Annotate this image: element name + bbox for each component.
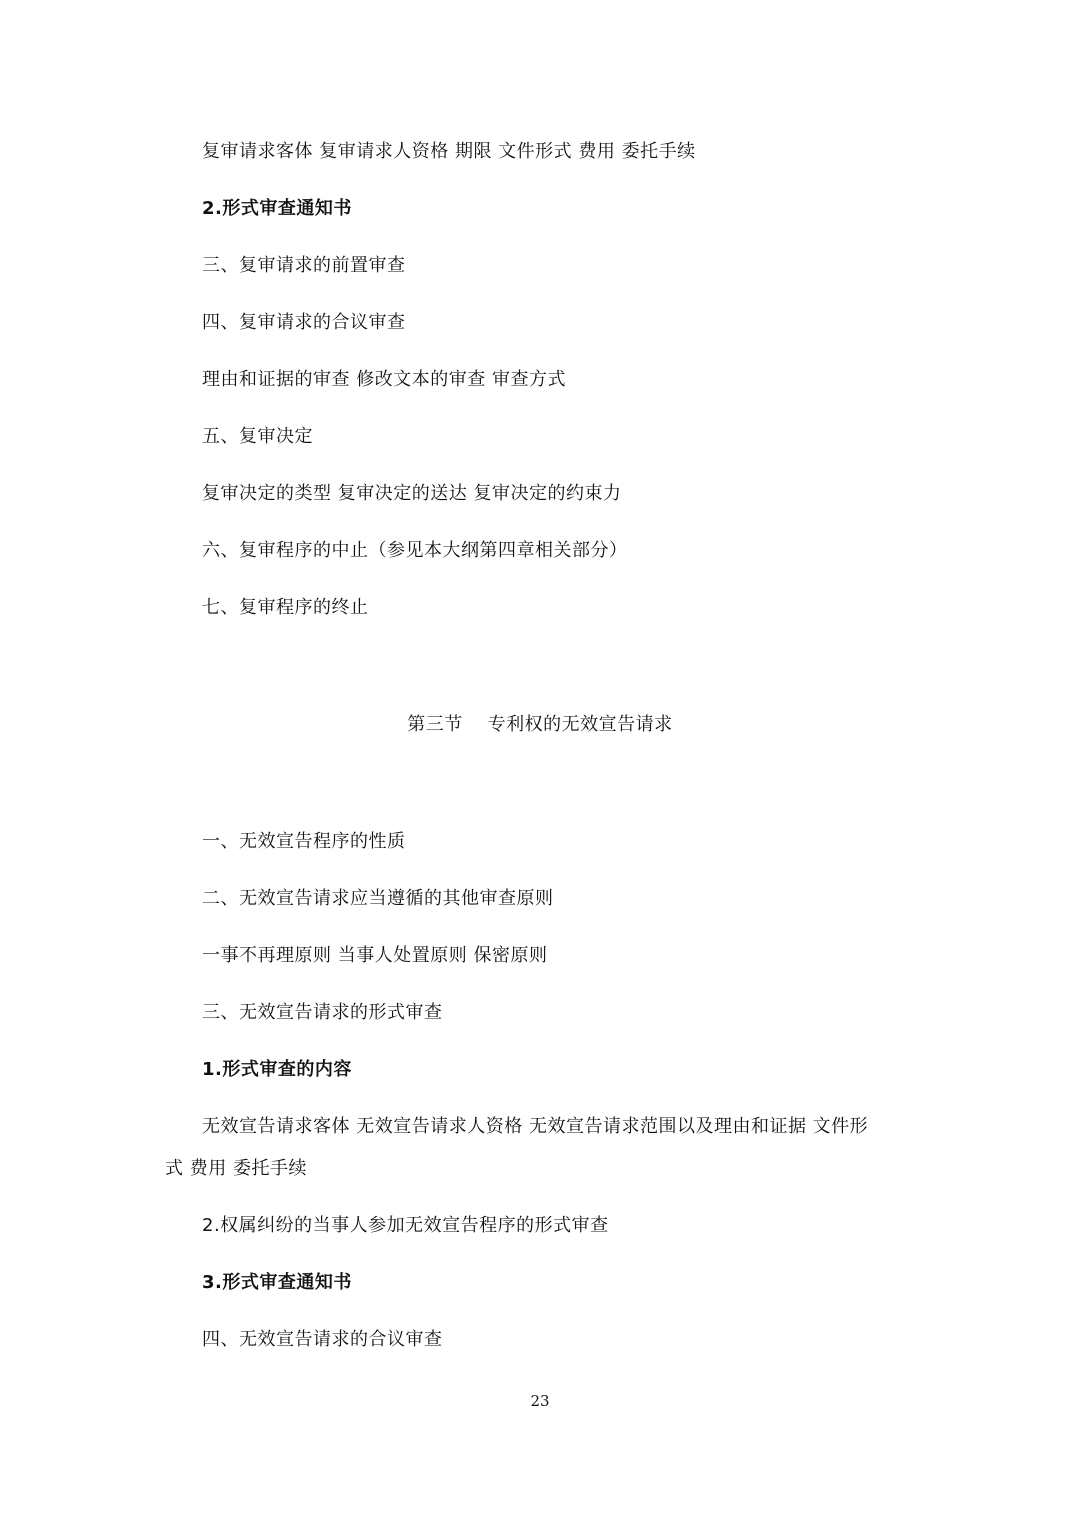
text-line-invalidation-items: 无效宣告请求客体 无效宣告请求人资格 无效宣告请求范围以及理由和证据 文件形 xyxy=(202,1116,869,1137)
text-line-invalidation-items-cont: 式 费用 委托手续 xyxy=(165,1158,307,1179)
text-line-form-exam-notice: 2.形式审查通知书 xyxy=(202,198,352,219)
text-line-ownership-dispute: 2.权属纠纷的当事人参加无效宣告程序的形式审查 xyxy=(202,1215,609,1236)
heading-collegial-examination: 四、复审请求的合议审查 xyxy=(202,312,406,333)
section-title: 第三节 专利权的无效宣告请求 xyxy=(407,714,673,735)
heading-reexamination-decision: 五、复审决定 xyxy=(202,426,313,447)
text-line-examination-items: 理由和证据的审查 修改文本的审查 审查方式 xyxy=(202,369,566,390)
heading-other-principles: 二、无效宣告请求应当遵循的其他审查原则 xyxy=(202,888,554,909)
text-line-form-exam-notice-2: 3.形式审查通知书 xyxy=(202,1272,352,1293)
heading-invalidation-collegial: 四、无效宣告请求的合议审查 xyxy=(202,1329,443,1350)
text-line-form-exam-content: 1.形式审查的内容 xyxy=(202,1059,352,1080)
heading-pre-examination: 三、复审请求的前置审查 xyxy=(202,255,406,276)
text-line-decision-items: 复审决定的类型 复审决定的送达 复审决定的约束力 xyxy=(202,483,622,504)
page-number: 23 xyxy=(530,1392,550,1410)
heading-procedure-suspension: 六、复审程序的中止（参见本大纲第四章相关部分） xyxy=(202,540,628,561)
heading-invalidation-form-exam: 三、无效宣告请求的形式审查 xyxy=(202,1002,443,1023)
heading-invalidation-nature: 一、无效宣告程序的性质 xyxy=(202,831,406,852)
heading-procedure-termination: 七、复审程序的终止 xyxy=(202,597,369,618)
text-line-principles: 一事不再理原则 当事人处置原则 保密原则 xyxy=(202,945,548,966)
text-line-form-exam-items: 复审请求客体 复审请求人资格 期限 文件形式 费用 委托手续 xyxy=(202,141,696,162)
